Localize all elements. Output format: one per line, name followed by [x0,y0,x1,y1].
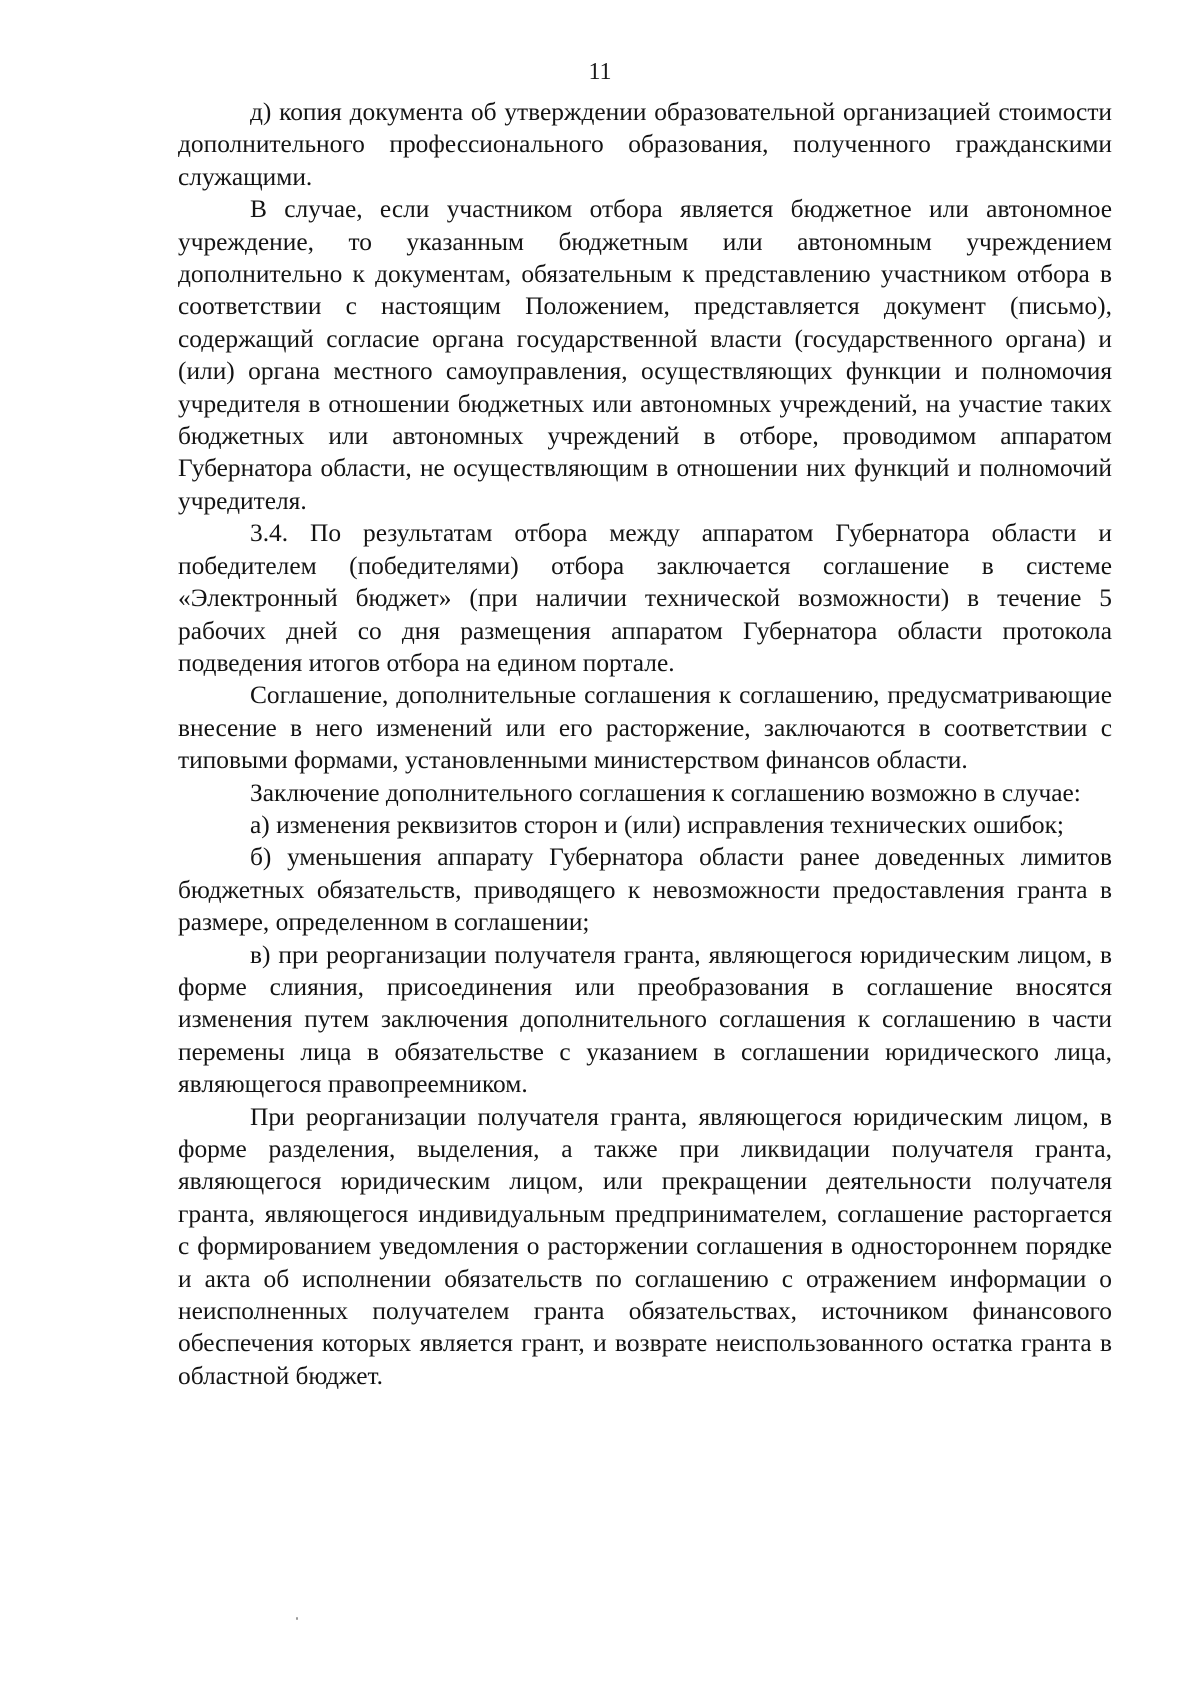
paragraph-reorganization: При реорганизации получателя гранта, являющегося юридическим лицом, в форме разделения, выделения, а также при ликвидации получателя гранта, являющегося юридическим лицом, или прекращении деятельности получателя гранта, являющегося индивидуальным предпринимателем, соглашение расторгается с формированием уведомления о расторжении соглашения в одностороннем порядке и акта об исполнении обязательств по соглашению с отражением информации о неисполненных получателем гранта обязательствах, источником финансового обеспечения которых является грант, и возврате неиспользованного остатка гранта в областной бюджет. [178,1102,1112,1390]
document-body [178,96,1112,1392]
paragraph-section-3-4: 3.4. По результатам отбора между аппаратом Губернатора области и победителем (победителями) отбора заключается соглашение в системе «Электронный бюджет» (при наличии технической возможности) в течение 5 рабочих дней со дня размещения аппаратом Губернатора области протокола подведения итогов отбора на едином портале. [178,519,1112,677]
paragraph-agreement-forms: Соглашение, дополнительные соглашения к соглашению, предусматривающие внесение в него изменений или его расторжение, заключаются в соответствии с типовыми формами, установленными министерством финансов области. [178,681,1112,775]
paragraph-additional-agreement: Заключение дополнительного соглашения к соглашению возможно в случае: [250,778,1081,807]
page-number: 11 [588,59,612,85]
scan-speck [296,1617,298,1620]
paragraph-item-b: б) уменьшения аппарату Губернатора области ранее доведенных лимитов бюджетных обязательств, приводящего к невозможности предоставления гранта в размере, определенном в соглашении; [178,843,1112,937]
paragraph-item-d: д) копия документа об утверждении образовательной организацией стоимости дополнительного профессионального образования, полученного гражданскими служащими. [178,98,1112,191]
paragraph-item-v: в) при реорганизации получателя гранта, являющегося юридическим лицом, в форме слияния, присоединения или преобразования в соглашение вносятся изменения путем заключения дополнительного соглашения к соглашению в части перемены лица в обязательстве с указанием в соглашении юридического лица, являющегося правопреемником. [178,940,1112,1099]
paragraph-budget-institution: В случае, если участником отбора является бюджетное или автономное учреждение, то указанным бюджетным или автономным учреждением дополнительно к документам, обязательным к представлению участником отбора в соответствии с настоящим Положением, представляется документ (письмо), содержащий согласие органа государственной власти (государственного органа) и (или) органа местного самоуправления, осуществляющих функции и полномочия учредителя в отношении бюджетных или автономных учреждений, на участие таких бюджетных или автономных учреждений в отборе, проводимом аппаратом Губернатора области, не осуществляющим в отношении них функций и полномочий учредителя. [178,195,1112,515]
paragraph-item-a: а) изменения реквизитов сторон и (или) исправления технических ошибок; [250,810,1064,839]
